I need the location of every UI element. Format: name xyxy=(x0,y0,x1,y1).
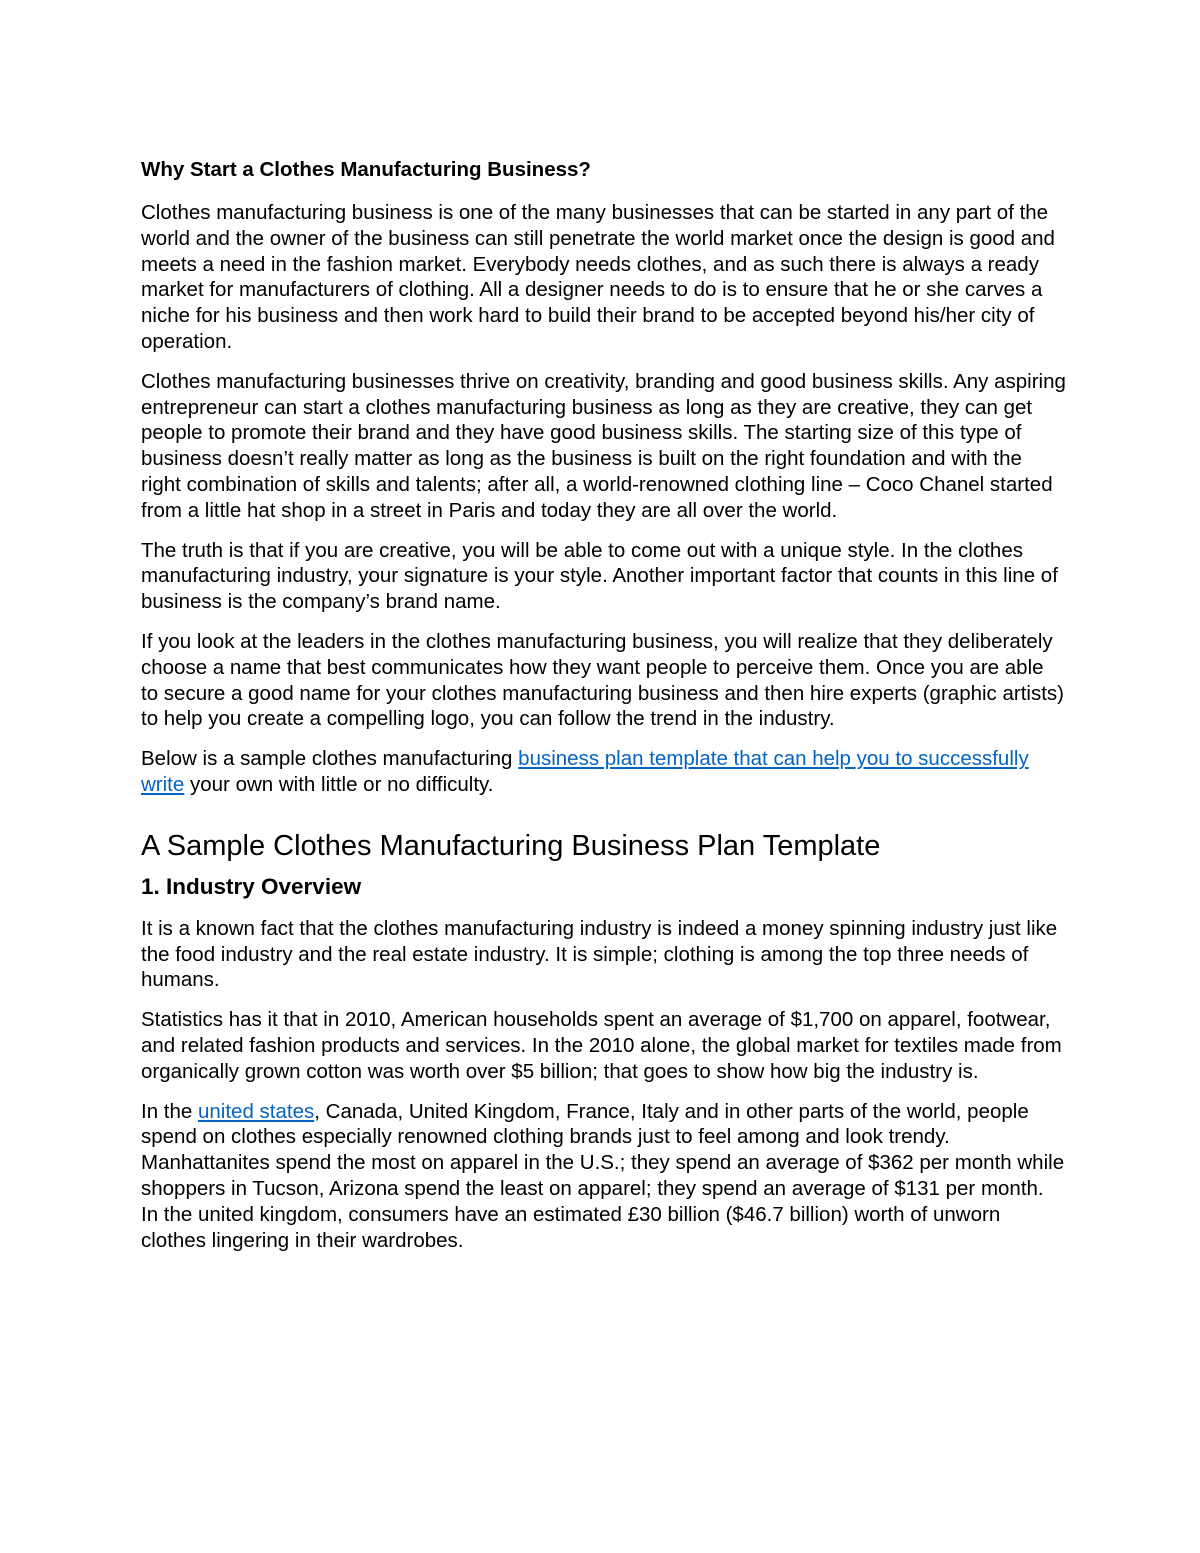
intro-paragraph-5 xyxy=(141,746,1066,798)
united-states-link[interactable]: united states xyxy=(198,1099,315,1123)
overview-paragraph-3 xyxy=(141,1099,1066,1254)
intro-paragraph-5-text-after: your own with little or no difficulty. xyxy=(184,772,494,796)
overview-paragraph-2: Statistics has it that in 2010, American households spent an average of $1,700 on apparel, footwear, and related fashion products and services. In the 2010 alone, the global market for textiles made from organically grown cotton was worth over $5 billion; that goes to show how big the industry is. xyxy=(141,1008,1062,1083)
plan-heading: A Sample Clothes Manufacturing Business Plan Template xyxy=(141,829,881,862)
overview-paragraph-3-text-before: In the xyxy=(141,1099,198,1123)
intro-paragraph-2: Clothes manufacturing businesses thrive on creativity, branding and good business skills. Any aspiring entrepreneur can start a clothes manufacturing business as long as they are creative, they can get people to promote their brand and they have good business skills. The starting size of this type of business doesn’t really matter as long as the business is built on the right foundation and with the right combination of skills and talents; after all, a world-renowned clothing line – Coco Chanel started from a little hat shop in a street in Paris and today they are all over the world. xyxy=(141,369,1066,522)
industry-overview-heading: 1. Industry Overview xyxy=(141,873,362,899)
intro-paragraph-5-text-before: Below is a sample clothes manufacturing xyxy=(141,747,519,771)
intro-heading: Why Start a Clothes Manufacturing Business? xyxy=(141,158,591,181)
document-page xyxy=(141,157,1066,1267)
overview-paragraph-1: It is a known fact that the clothes manufacturing industry is indeed a money spinning industry just like the food industry and the real estate industry. It is simple; clothing is among the top three needs of humans. xyxy=(141,916,1058,992)
business-plan-template-link[interactable]: business plan template that can help you to successfully write xyxy=(141,747,1029,796)
overview-paragraph-3-text-after: , Canada, United Kingdom, France, Italy and in other parts of the world, people spend on clothes especially renowned clothing brands just to feel among and look trendy. Manhattanites spend the most on apparel in the U.S.; they spend an average of $362 per month while shoppers in Tucson, Arizona spend the least on apparel; they spend an average of $131 per month. In the united kingdom, consumers have an estimated £30 billion ($46.7 billion) worth of unworn clothes lingering in their wardrobes. xyxy=(141,1099,1065,1252)
intro-paragraph-3: The truth is that if you are creative, you will be able to come out with a unique style. In the clothes manufacturing industry, your signature is your style. Another important factor that counts in this line of business is the company’s brand name. xyxy=(141,538,1058,614)
intro-paragraph-4: If you look at the leaders in the clothes manufacturing business, you will realize that they deliberately choose a name that best communicates how they want people to perceive them. Once you are able to secure a good name for your clothes manufacturing business and then hire experts (graphic artists) to help you create a compelling logo, you can follow the trend in the industry. xyxy=(141,629,1064,731)
intro-paragraph-1: Clothes manufacturing business is one of the many businesses that can be started in any part of the world and the owner of the business can still penetrate the world market once the design is good and meets a need in the fashion market. Everybody needs clothes, and as such there is always a ready market for manufacturers of clothing. All a designer needs to do is to ensure that he or she carves a niche for his business and then work hard to build their brand to be accepted beyond his/her city of operation. xyxy=(141,201,1055,353)
